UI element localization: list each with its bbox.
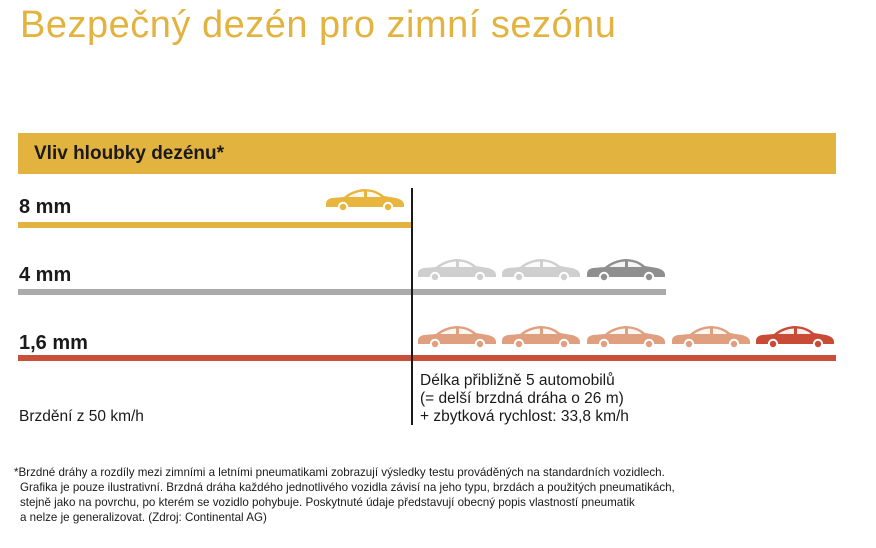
bar-8mm [18, 222, 412, 228]
footnote-line-2: Grafika je pouze ilustrativní. Brzdná dráha každého jednotlivého vozidla závisí na jeho typu, brzdách a použitých pneumatikách, [20, 481, 675, 494]
stop-line [411, 188, 413, 425]
row-label-4mm: 4 mm [19, 264, 72, 286]
footnote-line-1: *Brzdné dráhy a rozdíly mezi zimními a letními pneumatikami zobrazují výsledky testu prováděných na standardních vozidlech. [14, 466, 665, 479]
car-icon [500, 255, 582, 283]
car-icon [324, 185, 406, 213]
bar-1-6mm [18, 355, 836, 361]
car-icon [585, 322, 667, 350]
car-icon [500, 322, 582, 350]
caption-line-2: (= delší brzdná dráha o 26 m) [420, 390, 624, 407]
footnote-line-4: a nelze je generalizovat. (Zdroj: Continental AG) [20, 511, 267, 524]
bar-4mm [18, 289, 666, 295]
car-icon [754, 322, 836, 350]
car-icon [585, 255, 667, 283]
car-icon [416, 322, 498, 350]
footnote-line-3: stejně jako na povrchu, po kterém se vozidlo pohybuje. Poskytnuté údaje představují obecný popis vlastností pneumatik [20, 496, 635, 509]
row-label-8mm: 8 mm [19, 196, 72, 218]
caption-line-1: Délka přibližně 5 automobilů [420, 372, 615, 389]
braking-label: Brzdění z 50 km/h [19, 408, 144, 425]
chart-banner [18, 133, 836, 174]
car-icon [670, 322, 752, 350]
banner-title: Vliv hloubky dezénu* [34, 143, 225, 164]
car-icon [416, 255, 498, 283]
caption-line-3: + zbytková rychlost: 33,8 km/h [420, 408, 629, 425]
row-label-1-6mm: 1,6 mm [19, 332, 88, 354]
footnote [14, 465, 864, 525]
page-title: Bezpečný dezén pro zimní sezónu [20, 4, 617, 46]
